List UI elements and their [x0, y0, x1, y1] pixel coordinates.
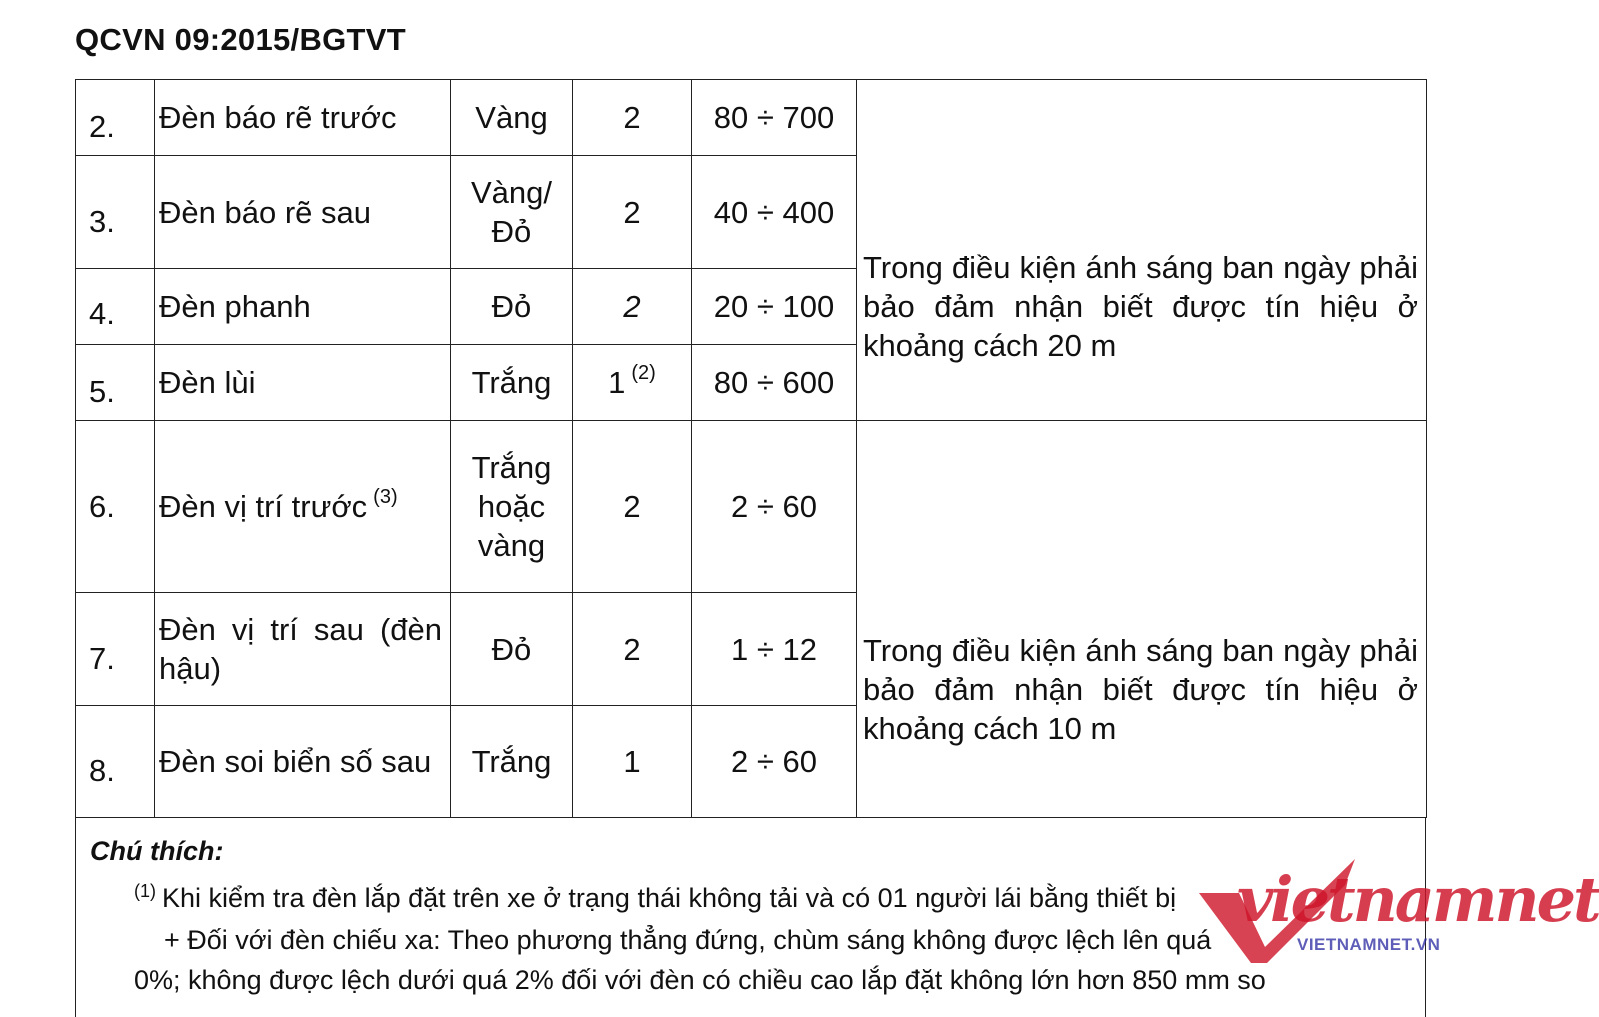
lamp-color: Vàng/ Đỏ	[451, 156, 573, 269]
row-number: 4.	[76, 269, 155, 345]
lamp-name: Đèn báo rẽ sau	[155, 156, 451, 269]
document-code-header: QCVN 09:2015/BGTVT	[75, 22, 407, 57]
lamp-quantity: 2	[573, 80, 692, 156]
row-number: 6.	[76, 421, 155, 593]
lamp-color: Đỏ	[451, 269, 573, 345]
notes-title: Chú thích:	[90, 836, 224, 866]
visibility-condition: Trong điều kiện ánh sáng ban ngày phải bảo đảm nhận biết được tín hiệu ở khoảng cách 20 m	[857, 80, 1427, 421]
visibility-condition: Trong điều kiện ánh sáng ban ngày phải bảo đảm nhận biết được tín hiệu ở khoảng cách 10 m	[857, 421, 1427, 818]
lamp-name: Đèn vị trí sau (đèn hậu)	[155, 593, 451, 706]
lamp-quantity: 1 $^{(2)}$	[573, 345, 692, 421]
lamp-color: Trắng	[451, 345, 573, 421]
lamp-name: Đèn vị trí trước $^{(3)}$	[155, 421, 451, 593]
watermark-logo-text: vietnamnet	[1237, 863, 1599, 936]
lamp-color: Trắng	[451, 706, 573, 818]
lamp-quantity: 2	[573, 269, 692, 345]
intensity-range: 2 ÷ 60	[692, 706, 857, 818]
intensity-range: 20 ÷ 100	[692, 269, 857, 345]
lamp-quantity: 2	[573, 593, 692, 706]
intensity-range: 40 ÷ 400	[692, 156, 857, 269]
lamp-specification-table	[75, 79, 1427, 818]
lamp-quantity: 2	[573, 156, 692, 269]
intensity-range: 1 ÷ 12	[692, 593, 857, 706]
row-number: 5.	[76, 345, 155, 421]
intensity-range: 80 ÷ 700	[692, 80, 857, 156]
row-number: 3.	[76, 156, 155, 269]
note-line-2: + Đối với đèn chiếu xa: Theo phương thẳng đứng, chùm sáng không được lệch lên quá	[164, 925, 1212, 955]
note-line-1: $^{(1)}$ Khi kiểm tra đèn lắp đặt trên xe ở trạng thái không tải và có 01 người lái bằng thiết bị	[134, 881, 1177, 913]
row-number: 2.	[76, 80, 155, 156]
footnote-marker: (1)	[134, 881, 156, 901]
intensity-range: 80 ÷ 600	[692, 345, 857, 421]
lamp-color: Trắng hoặc vàng	[451, 421, 573, 593]
watermark-domain: VIETNAMNET.VN	[1297, 935, 1441, 954]
lamp-color: Đỏ	[451, 593, 573, 706]
row-number: 7.	[76, 593, 155, 706]
intensity-range: 2 ÷ 60	[692, 421, 857, 593]
lamp-name: Đèn báo rẽ trước	[155, 80, 451, 156]
row-number: 8.	[76, 706, 155, 818]
table-row	[76, 421, 1427, 593]
lamp-quantity: 2	[573, 421, 692, 593]
lamp-name: Đèn soi biển số sau	[155, 706, 451, 818]
lamp-quantity: 1	[573, 706, 692, 818]
lamp-name: Đèn lùi	[155, 345, 451, 421]
table-row	[76, 80, 1427, 156]
lamp-color: Vàng	[451, 80, 573, 156]
footnote-marker: (3)	[373, 486, 398, 508]
footnote-marker: (2)	[631, 362, 656, 384]
note-line-3: 0%; không được lệch dưới quá 2% đối với đèn có chiều cao lắp đặt không lớn hơn 850 mm so	[134, 965, 1266, 995]
vietnamnet-watermark	[1195, 855, 1599, 965]
lamp-name: Đèn phanh	[155, 269, 451, 345]
